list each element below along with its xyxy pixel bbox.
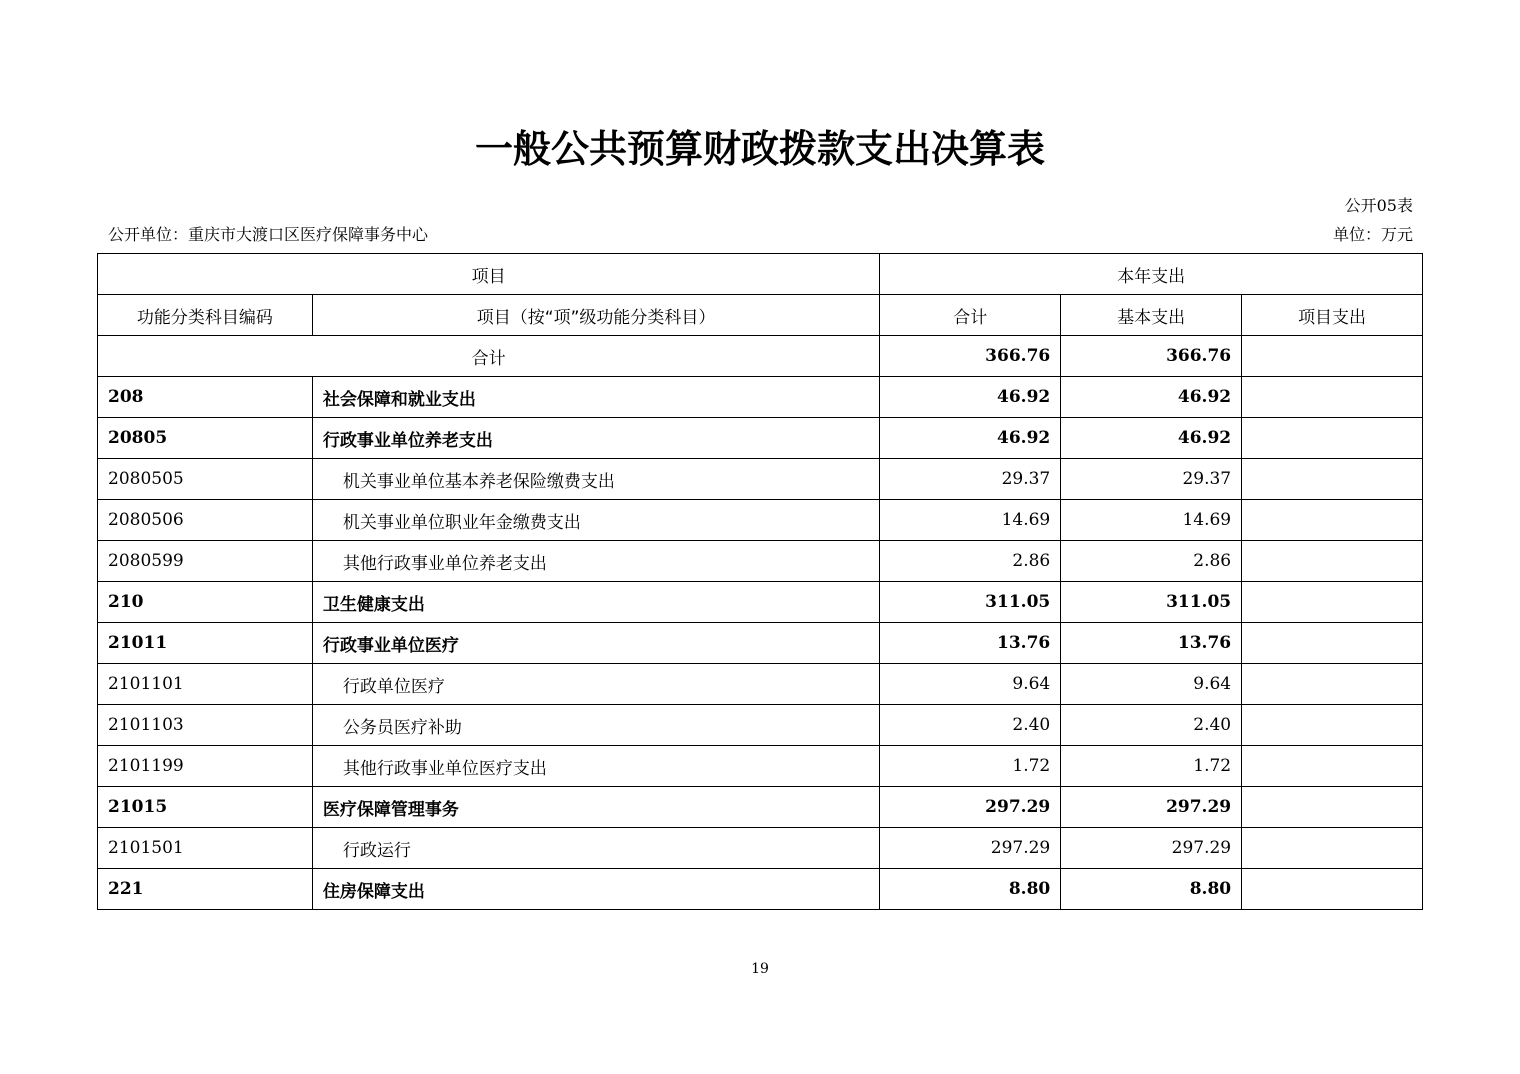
cell-project: [1242, 869, 1423, 910]
total-project: [1242, 336, 1423, 377]
cell-name: 其他行政事业单位养老支出: [312, 541, 879, 582]
header-basic: 基本支出: [1061, 295, 1242, 336]
cell-total: 2.40: [880, 705, 1061, 746]
cell-basic: 13.76: [1061, 623, 1242, 664]
cell-project: [1242, 582, 1423, 623]
table-row: [98, 500, 1423, 541]
currency-unit: 单位：万元: [1332, 225, 1413, 244]
cell-total: 46.92: [880, 377, 1061, 418]
cell-project: [1242, 418, 1423, 459]
table-row: [98, 828, 1423, 869]
expenditure-table: [97, 253, 1423, 910]
cell-basic: 9.64: [1061, 664, 1242, 705]
cell-basic: 46.92: [1061, 418, 1242, 459]
cell-code: 21011: [98, 623, 313, 664]
cell-project: [1242, 705, 1423, 746]
page-number: 19: [751, 961, 769, 977]
cell-project: [1242, 828, 1423, 869]
total-total: 366.76: [880, 336, 1061, 377]
page-title: 一般公共预算财政拨款支出决算表: [474, 127, 1045, 171]
reporting-unit: 公开单位：重庆市大渡口区医疗保障事务中心: [108, 225, 429, 244]
form-number: 公开05表: [1344, 196, 1413, 215]
table-row: [98, 664, 1423, 705]
total-basic: 366.76: [1061, 336, 1242, 377]
cell-name: 行政单位医疗: [312, 664, 879, 705]
cell-total: 2.86: [880, 541, 1061, 582]
cell-code: 2080505: [98, 459, 313, 500]
total-label: 合计: [98, 336, 880, 377]
cell-basic: 2.86: [1061, 541, 1242, 582]
cell-name: 社会保障和就业支出: [312, 377, 879, 418]
cell-code: 2101101: [98, 664, 313, 705]
cell-basic: 14.69: [1061, 500, 1242, 541]
header-current-year: 本年支出: [880, 254, 1423, 295]
cell-code: 208: [98, 377, 313, 418]
cell-code: 20805: [98, 418, 313, 459]
subheader-row: [98, 295, 1423, 336]
cell-name: 医疗保障管理事务: [312, 787, 879, 828]
cell-total: 297.29: [880, 828, 1061, 869]
header-project: 项目支出: [1242, 295, 1423, 336]
table-row: [98, 869, 1423, 910]
table-row: [98, 418, 1423, 459]
table-row: [98, 582, 1423, 623]
total-row: [98, 336, 1423, 377]
table-row: [98, 746, 1423, 787]
cell-project: [1242, 541, 1423, 582]
cell-code: 221: [98, 869, 313, 910]
cell-basic: 1.72: [1061, 746, 1242, 787]
table-row: [98, 787, 1423, 828]
cell-name: 行政运行: [312, 828, 879, 869]
cell-code: 2101199: [98, 746, 313, 787]
cell-basic: 2.40: [1061, 705, 1242, 746]
cell-basic: 29.37: [1061, 459, 1242, 500]
header-row: [98, 254, 1423, 295]
header-code: 功能分类科目编码: [98, 295, 313, 336]
cell-project: [1242, 664, 1423, 705]
cell-name: 行政事业单位医疗: [312, 623, 879, 664]
table-row: [98, 623, 1423, 664]
cell-total: 9.64: [880, 664, 1061, 705]
cell-total: 311.05: [880, 582, 1061, 623]
cell-basic: 297.29: [1061, 828, 1242, 869]
cell-name: 机关事业单位基本养老保险缴费支出: [312, 459, 879, 500]
cell-basic: 8.80: [1061, 869, 1242, 910]
cell-total: 1.72: [880, 746, 1061, 787]
cell-project: [1242, 377, 1423, 418]
header-item-name: 项目（按“项”级功能分类科目）: [312, 295, 879, 336]
header-total: 合计: [880, 295, 1061, 336]
cell-name: 机关事业单位职业年金缴费支出: [312, 500, 879, 541]
cell-project: [1242, 500, 1423, 541]
cell-total: 13.76: [880, 623, 1061, 664]
cell-total: 8.80: [880, 869, 1061, 910]
cell-name: 卫生健康支出: [312, 582, 879, 623]
table-row: [98, 541, 1423, 582]
cell-name: 住房保障支出: [312, 869, 879, 910]
cell-project: [1242, 787, 1423, 828]
cell-code: 210: [98, 582, 313, 623]
table-row: [98, 377, 1423, 418]
cell-code: 2080599: [98, 541, 313, 582]
cell-name: 公务员医疗补助: [312, 705, 879, 746]
cell-code: 2101103: [98, 705, 313, 746]
cell-basic: 311.05: [1061, 582, 1242, 623]
cell-project: [1242, 459, 1423, 500]
cell-code: 2101501: [98, 828, 313, 869]
cell-name: 其他行政事业单位医疗支出: [312, 746, 879, 787]
cell-total: 46.92: [880, 418, 1061, 459]
cell-code: 21015: [98, 787, 313, 828]
cell-basic: 297.29: [1061, 787, 1242, 828]
cell-total: 29.37: [880, 459, 1061, 500]
cell-project: [1242, 623, 1423, 664]
cell-total: 297.29: [880, 787, 1061, 828]
cell-total: 14.69: [880, 500, 1061, 541]
cell-project: [1242, 746, 1423, 787]
table-row: [98, 705, 1423, 746]
table-row: [98, 459, 1423, 500]
cell-basic: 46.92: [1061, 377, 1242, 418]
header-item: 项目: [98, 254, 880, 295]
cell-code: 2080506: [98, 500, 313, 541]
cell-name: 行政事业单位养老支出: [312, 418, 879, 459]
